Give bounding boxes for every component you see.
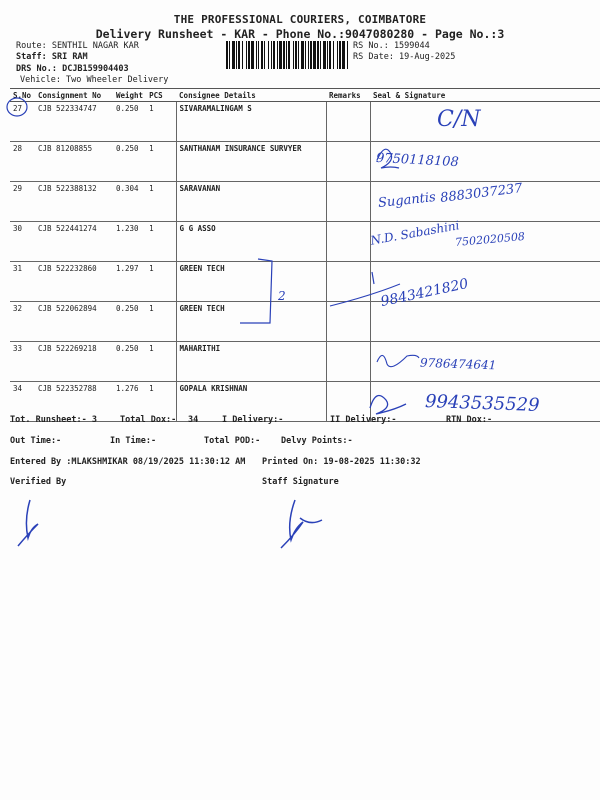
rtn-dox: RTN Dox:-	[446, 415, 493, 425]
handwritten-row34: 9943535529	[424, 391, 540, 416]
consignee-cell: SARAVANAN	[176, 182, 326, 222]
in-time: In Time:-	[110, 436, 157, 446]
route-text: Route: SENTHIL NAGAR KAR	[16, 41, 139, 51]
handwritten-row27: C/N	[437, 107, 481, 132]
cn-cell: CJB 522269218	[35, 342, 113, 382]
col-pcs: PCS	[146, 89, 176, 102]
sno-cell: 34	[10, 382, 35, 422]
sno-cell: 28	[10, 142, 35, 182]
company-title: THE PROFESSIONAL COURIERS, COIMBATORE	[173, 13, 427, 26]
consignee-cell: MAHARITHI	[176, 342, 326, 382]
handwritten-row33: 9786474641	[419, 355, 497, 373]
sno-cell: 31	[10, 262, 35, 302]
consignee-cell: GREEN TECH	[176, 262, 326, 302]
weight-cell: 0.250	[113, 302, 146, 342]
total-dox-label: Total Dox:-	[120, 415, 177, 425]
consignee-cell: GREEN TECH	[176, 302, 326, 342]
printed-on: Printed On: 19-08-2025 11:30:32	[262, 457, 421, 467]
drs-label: DRS No.:	[16, 64, 57, 74]
runsheet-title: Delivery Runsheet - KAR - Phone No.:9047080280 - Page No.:3	[95, 27, 505, 41]
sno-cell: 29	[10, 182, 35, 222]
consignee-cell: SIVARAMALINGAM S	[176, 102, 326, 142]
consignee-cell: GOPALA KRISHNAN	[176, 382, 326, 422]
total-dox-value: 34	[188, 415, 199, 425]
cn-cell: CJB 522388132	[35, 182, 113, 222]
cn-cell: CJB 522062894	[35, 302, 113, 342]
handwritten-row30-name: N.D. Sabashini	[369, 218, 461, 248]
weight-cell: 0.250	[113, 342, 146, 382]
rs-date: RS Date: 19-Aug-2025	[353, 52, 456, 62]
sno-cell: 33	[10, 342, 35, 382]
drs-value: DCJB159904403	[62, 64, 129, 74]
cn-cell: CJB 522352788	[35, 382, 113, 422]
col-sno: S.No	[10, 89, 35, 102]
consignee-cell: G G ASSO	[176, 222, 326, 262]
verified-by-label: Verified By	[10, 477, 67, 487]
handwritten-row30-phone: 7502020508	[454, 229, 526, 250]
weight-cell: 1.276	[113, 382, 146, 422]
sno-cell: 27	[10, 102, 35, 142]
staff-label: Staff:	[16, 52, 47, 62]
handwritten-row31: 9843421820	[379, 275, 470, 311]
pcs-cell: 1	[146, 342, 176, 382]
i-delivery: I Delivery:-	[222, 415, 284, 425]
pcs-cell: 1	[146, 222, 176, 262]
col-consignee: Consignee Details	[176, 89, 326, 102]
cn-cell: CJB 522334747	[35, 102, 113, 142]
rs-number: RS No.: 1599044	[353, 41, 430, 51]
staff-value: SRI RAM	[51, 52, 88, 62]
handwritten-row29-name: Sugantis	[377, 190, 437, 211]
col-remarks: Remarks	[326, 89, 370, 102]
col-signature: Seal & Signature	[370, 89, 600, 102]
pcs-cell: 1	[146, 302, 176, 342]
consignee-cell: SANTHANAM INSURANCE SURVYER	[176, 142, 326, 182]
tot-runsheet: Tot. Runsheet:- 3	[10, 415, 97, 425]
entered-by: Entered By :MLAKSHMIKAR 08/19/2025 11:30:12 AM	[10, 457, 246, 467]
sno-cell: 32	[10, 302, 35, 342]
pcs-cell: 1	[146, 142, 176, 182]
weight-cell: 0.304	[113, 182, 146, 222]
staff-signature-label: Staff Signature	[262, 477, 339, 487]
weight-cell: 1.297	[113, 262, 146, 302]
ii-delivery: II Delivery:-	[330, 415, 397, 425]
total-pod: Total POD:-	[204, 436, 261, 446]
cn-cell: CJB 81208855	[35, 142, 113, 182]
vehicle-text: Vehicle: Two Wheeler Delivery	[20, 75, 169, 85]
handwritten-row29-phone: 8883037237	[439, 181, 524, 206]
pcs-cell: 1	[146, 102, 176, 142]
col-weight: Weight	[113, 89, 146, 102]
cn-cell: CJB 522441274	[35, 222, 113, 262]
handwritten-bracket-note: 2	[278, 289, 286, 303]
sno-cell: 30	[10, 222, 35, 262]
out-time: Out Time:-	[10, 436, 62, 446]
handwritten-row28: 9750118108	[375, 150, 460, 171]
cn-cell: CJB 522232860	[35, 262, 113, 302]
pcs-cell: 1	[146, 262, 176, 302]
pcs-cell: 1	[146, 182, 176, 222]
delvy-points: Delvy Points:-	[281, 436, 353, 446]
pcs-cell: 1	[146, 382, 176, 422]
weight-cell: 0.250	[113, 102, 146, 142]
weight-cell: 0.250	[113, 142, 146, 182]
col-consignment: Consignment No	[35, 89, 113, 102]
weight-cell: 1.230	[113, 222, 146, 262]
